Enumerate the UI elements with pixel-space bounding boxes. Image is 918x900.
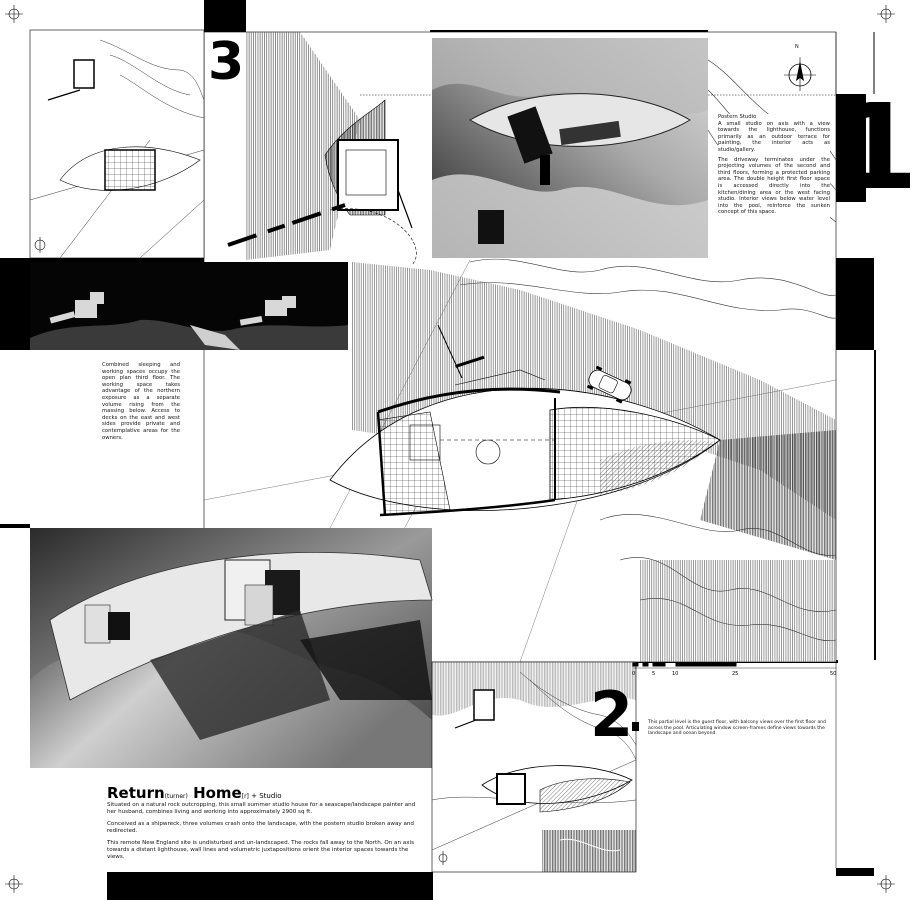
title-r: [r] xyxy=(241,793,249,800)
title-studio: + Studio xyxy=(248,792,282,800)
panel-number-1: 1 xyxy=(836,78,918,216)
level-two-text: This partial level is the guest floor, with balcony views over the first floor and across the pool. Articulating window screen-frames define views towards the landscape and ocean beyond. xyxy=(648,720,826,737)
title-home: Home xyxy=(193,784,242,802)
project-description xyxy=(107,802,425,866)
panel-3-plan xyxy=(30,30,204,258)
postern-studio-text xyxy=(718,114,830,219)
postern-studio-paragraph-2: The driveway terminates under the projecting volumes of the second and third floors, forming a protected parking area. The double height first floor space is accessed directly into the kitchen/dining area or the west facing studio. Interior views below water level into the pool, reinforce the sunken concept of this space. xyxy=(718,156,830,216)
project-title xyxy=(107,784,282,802)
description-paragraph-2: Conceived as a shipwreck, three volumes crash onto the landscape, with the postern studio broken away and redirected. xyxy=(107,821,414,834)
north-label: N xyxy=(795,44,799,50)
description-paragraph-3: This remote New England site is undisturbed and un-landscaped. The rocks fall away to the North. On an axis towards a distant lighthouse, wall lines and volumetric juxtapositions orient the interior spaces towards the views. xyxy=(107,840,415,860)
description-paragraph-1: Situated on a natural rock outcropping, this small summer studio house for a seascape/landscape painter and her husband, combines living and working into approximately 2900 sq ft. xyxy=(107,802,416,815)
scale-label-25: 25 xyxy=(732,671,739,677)
model-photo-silhouette xyxy=(30,262,348,350)
scale-label-50: 50 xyxy=(830,671,837,677)
panel-number-2: 2 xyxy=(590,678,634,751)
scale-label-5: 5 xyxy=(652,671,656,677)
title-return: Return xyxy=(107,784,165,802)
scale-label-10: 10 xyxy=(672,671,679,677)
scale-label-0: 0 xyxy=(632,671,636,677)
postern-studio-paragraph-1: A small studio on axis with a view towards the lighthouse, functions primarily as an outdoor terrace for painting, the interior acts as studio/gallery. xyxy=(718,120,830,153)
panel-number-3: 3 xyxy=(208,32,245,92)
level-three-text: Combined sleeping and working spaces occupy the open plan third floor. The working space takes advantage of the northern exposure as a separate volume rising from the massing below. Access to decks on the east and west sides provide private and contemplative areas for the owners. xyxy=(102,362,180,441)
title-turner: (turner) xyxy=(164,793,188,800)
model-photo-perspective xyxy=(30,528,432,768)
postern-studio-heading: Postern Studio xyxy=(718,114,757,120)
model-photo-aerial xyxy=(432,38,708,258)
scale-bar xyxy=(633,663,836,668)
